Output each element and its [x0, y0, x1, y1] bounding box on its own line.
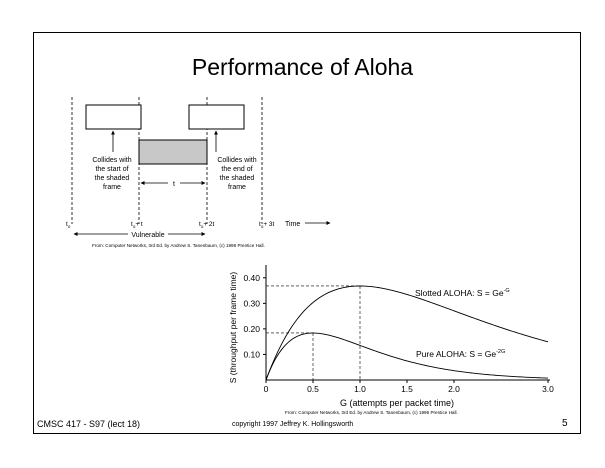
y-tick-label: 0.30: [243, 298, 260, 309]
y-tick-label: 0.10: [243, 349, 260, 360]
slide-title: Performance of Aloha: [191, 54, 414, 80]
right-caption-line: Collides with: [217, 157, 257, 164]
copyright-text: copyright 1997 Jeffrey K. Hollingsworth: [232, 421, 354, 428]
frame-left: [86, 105, 141, 129]
left-caption-line: the start of: [95, 166, 129, 173]
x-tick-label: 2.0: [448, 384, 460, 394]
left-caption-line: the shaded: [94, 175, 130, 182]
shaded-frame: [139, 140, 207, 164]
left-caption-line: Collides with: [92, 157, 132, 164]
timing-diagram: [66, 97, 330, 248]
diagram-source-credit: From: Computer Networks, 3rd Ed. by Andrew S. Tanenbaum, (c) 1996 Prentice Hall.: [92, 243, 265, 248]
tick-label-t3: $t_o+ 3t$: [259, 221, 275, 229]
course-label: CMSC 417 - S97 (lect 18): [37, 419, 141, 429]
vulnerable-label: Vulnerable: [131, 232, 165, 239]
series-label-slotted: Slotted ALOHA: $S = Ge^{-G}$: [415, 288, 510, 298]
y-tick-label: 0.40: [243, 272, 260, 283]
x-tick-label: 3.0: [542, 384, 554, 394]
tick-label-t0: $t_o$: [66, 221, 71, 229]
x-axis-label: G (attempts per packet time): [339, 398, 455, 408]
page-number: 5: [562, 418, 568, 429]
frame-right: [189, 105, 244, 129]
x-tick-label: 0: [263, 384, 269, 394]
chart-source-credit: From: Computer Networks, 3rd Ed. by Andrew S. Tanenbaum, (c) 1996 Prentice Hall.: [285, 410, 458, 415]
series-line-pure: [266, 333, 548, 380]
aloha-chart: [228, 265, 554, 415]
x-tick-label: 1.5: [401, 384, 413, 394]
t-span-label: t: [173, 181, 175, 188]
tick-label-t2: $t_o+ 2t$: [199, 221, 215, 229]
tick-label-t1: $t_o+ t$: [131, 221, 143, 229]
series-label-pure: Pure ALOHA: $S = Ge^{-2G}$: [416, 349, 506, 359]
right-caption-line: the end of: [221, 166, 253, 173]
y-tick-label: 0.20: [243, 323, 260, 334]
y-axis-label: S (throughput per frame time): [228, 271, 238, 384]
right-caption-line: the shaded: [219, 175, 255, 182]
left-caption-line: frame: [103, 184, 121, 191]
right-caption-line: frame: [228, 184, 246, 191]
time-label: Time: [285, 221, 301, 228]
x-tick-label: 1.0: [354, 384, 366, 394]
x-tick-label: 0.5: [307, 384, 319, 394]
